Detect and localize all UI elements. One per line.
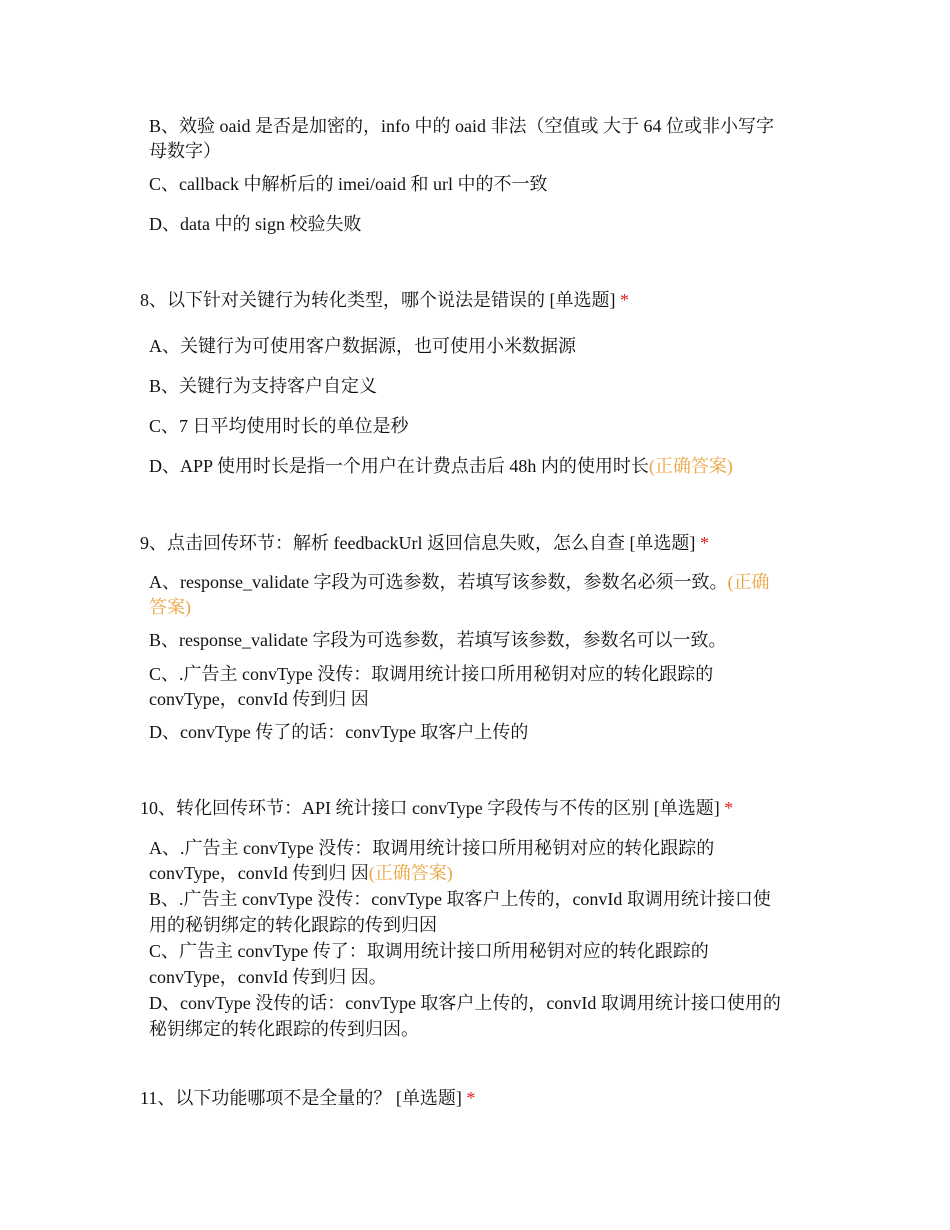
q9-option-b-text: B、response_validate 字段为可选参数，若填写该参数，参数名可以一致。	[149, 630, 727, 650]
q10-option-c-line1: C、广告主 convType 传了：取调用统计接口所用秘钥对应的转化跟踪的	[149, 941, 709, 961]
q9-option-a-line1: A、response_validate 字段为可选参数，若填写该参数，参数名必须一致。	[149, 572, 728, 592]
q10-option-a	[149, 836, 714, 861]
q8-title-text: 8、以下针对关键行为转化类型，哪个说法是错误的 [单选题]	[140, 290, 616, 310]
q8-option-d-text: D、APP 使用时长是指一个用户在计费点击后 48h 内的使用时长	[149, 456, 649, 476]
q9-option-c-line2: convType，convId 传到归 因	[149, 689, 369, 709]
q9-option-c-line1: C、.广告主 convType 没传：取调用统计接口所用秘钥对应的转化跟踪的	[149, 664, 714, 684]
q7-option-b-cont	[149, 139, 221, 164]
q10-option-d	[149, 991, 781, 1016]
q9-option-a-cont	[149, 595, 191, 620]
required-marker: *	[699, 533, 709, 553]
q9-option-d-text: D、convType 传了的话：convType 取客户上传的	[149, 722, 529, 742]
q10-option-b-cont	[149, 913, 437, 938]
q9-option-b	[149, 628, 726, 653]
q10-option-d-line2: 秘钥绑定的转化跟踪的传到归因。	[149, 1019, 419, 1039]
q11-title-text: 11、以下功能哪项不是全量的？ [单选题]	[140, 1088, 462, 1108]
q7-option-b	[149, 114, 774, 139]
q7-option-c	[149, 172, 547, 197]
q9-option-d	[149, 720, 528, 745]
required-marker: *	[466, 1088, 476, 1108]
q9-option-a	[149, 570, 769, 595]
q9-option-c-cont	[149, 687, 369, 712]
q9-option-c	[149, 662, 713, 687]
correct-answer-tag: (正确	[727, 572, 770, 592]
correct-answer-tag-cont: 答案)	[149, 597, 191, 617]
q8-option-a-text: A、关键行为可使用客户数据源，也可使用小米数据源	[149, 336, 576, 356]
q10-option-c-line2: convType，convId 传到归 因。	[149, 967, 387, 987]
q10-option-a-line1: A、.广告主 convType 没传：取调用统计接口所用秘钥对应的转化跟踪的	[149, 838, 715, 858]
required-marker: *	[620, 290, 629, 310]
correct-answer-tag: (正确答案)	[648, 456, 733, 476]
q10-option-b-line1: B、.广告主 convType 没传：convType 取客户上传的，convId 取调用统计接口使	[149, 889, 771, 909]
q8-option-d	[149, 454, 733, 479]
q10-title-text: 10、转化回传环节：API 统计接口 convType 字段传与不传的区别 [单选题]	[140, 798, 720, 818]
q7-option-d-text: D、data 中的 sign 校验失败	[149, 214, 362, 234]
q8-option-c	[149, 414, 409, 439]
q9-title	[140, 531, 709, 556]
q10-option-d-line1: D、convType 没传的话：convType 取客户上传的，convId 取调用统计接口使用的	[149, 993, 781, 1013]
q10-option-b-line2: 用的秘钥绑定的转化跟踪的传到归因	[149, 915, 437, 935]
q10-option-b	[149, 887, 771, 912]
required-marker: *	[724, 798, 734, 818]
q10-title	[140, 796, 733, 821]
q9-title-text: 9、点击回传环节：解析 feedbackUrl 返回信息失败，怎么自查 [单选题]	[140, 533, 696, 553]
q8-option-c-text: C、7 日平均使用时长的单位是秒	[149, 416, 409, 436]
q8-option-b-text: B、关键行为支持客户自定义	[149, 376, 378, 396]
q7-option-c-text: C、callback 中解析后的 imei/oaid 和 url 中的不一致	[149, 174, 548, 194]
q10-option-c-cont	[149, 965, 387, 990]
q8-option-a	[149, 334, 576, 359]
q10-option-a-line2: convType，convId 传到归 因	[149, 863, 369, 883]
q10-option-c	[149, 939, 709, 964]
q7-option-d	[149, 212, 361, 237]
q8-title	[140, 288, 629, 313]
correct-answer-tag: (正确答案)	[368, 863, 453, 883]
q8-option-b	[149, 374, 377, 399]
q7-option-b-line1: B、效验 oaid 是否是加密的，info 中的 oaid 非法（空值或 大于 64 位或非小写字	[149, 116, 774, 136]
q10-option-a-cont	[149, 861, 453, 886]
q10-option-d-cont	[149, 1017, 419, 1042]
q11-title	[140, 1086, 475, 1111]
q7-option-b-line2: 母数字）	[149, 141, 221, 161]
